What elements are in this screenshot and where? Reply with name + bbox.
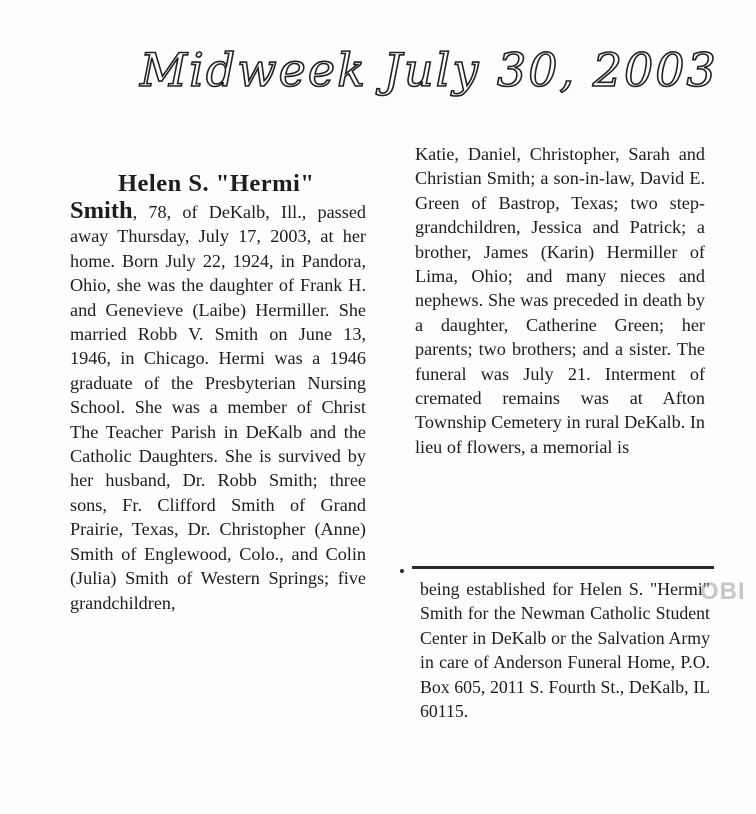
obituaries-stamp bbox=[700, 578, 756, 606]
column-dot bbox=[400, 569, 404, 573]
obituary-name-heading: Helen S. "Hermi" bbox=[118, 170, 315, 197]
obituary-body-left: , 78, of DeKalb, Ill., passed away Thursday, July 17, 2003, at her home. Born July 22, 1924, in Pandora, Ohio, she was the daughter of Frank H. and Genevieve (Laibe) Hermiller. She married Robb V. Smith on June 13, 1946, in Chicago. Hermi was a 1946 graduate of the Presbyterian Nursing School. She was a member of Christ The Teacher Parish in DeKalb and the Catholic Daughters. She is survived by her husband, Dr. Robb Smith; three sons, Fr. Clifford Smith of Grand Prairie, Texas, Dr. Christopher (Anne) Smith of Englewood, Colo., and Colin (Julia) Smith of Western Springs; five grandchildren, bbox=[70, 202, 366, 613]
obituary-surname: Smith bbox=[70, 197, 133, 224]
obituaries-stamp-text: OBI bbox=[700, 578, 746, 605]
obituary-continuation bbox=[420, 577, 710, 723]
obituary-body-right: Katie, Daniel, Christopher, Sarah and Christian Smith; a son-in-law, David E. Green of Bastrop, Texas; two step-grandchildren, Jessica and Patrick; a brother, James (Karin) Hermiller of Lima, Ohio; and many nieces and nephews. She was preceded in death by a daughter, Catherine Green; her parents; two brothers; and a sister. The funeral was July 21. Interment of cremated remains was at Afton Township Cemetery in rural DeKalb. In lieu of flowers, a memorial is bbox=[415, 144, 705, 457]
obituary-right-column bbox=[415, 142, 705, 459]
handwritten-date-text: Midweek July 30, 2003 bbox=[140, 43, 718, 97]
handwritten-date-note bbox=[136, 28, 736, 113]
obituary-left-column bbox=[70, 168, 366, 615]
column-divider bbox=[412, 566, 714, 569]
obituary-body-continuation: being established for Helen S. "Hermi" Smith for the Newman Catholic Student Center in DeKalb or the Salvation Army in care of Anderson Funeral Home, P.O. Box 605, 2011 S. Fourth St., DeKalb, IL 60115. bbox=[420, 579, 710, 722]
